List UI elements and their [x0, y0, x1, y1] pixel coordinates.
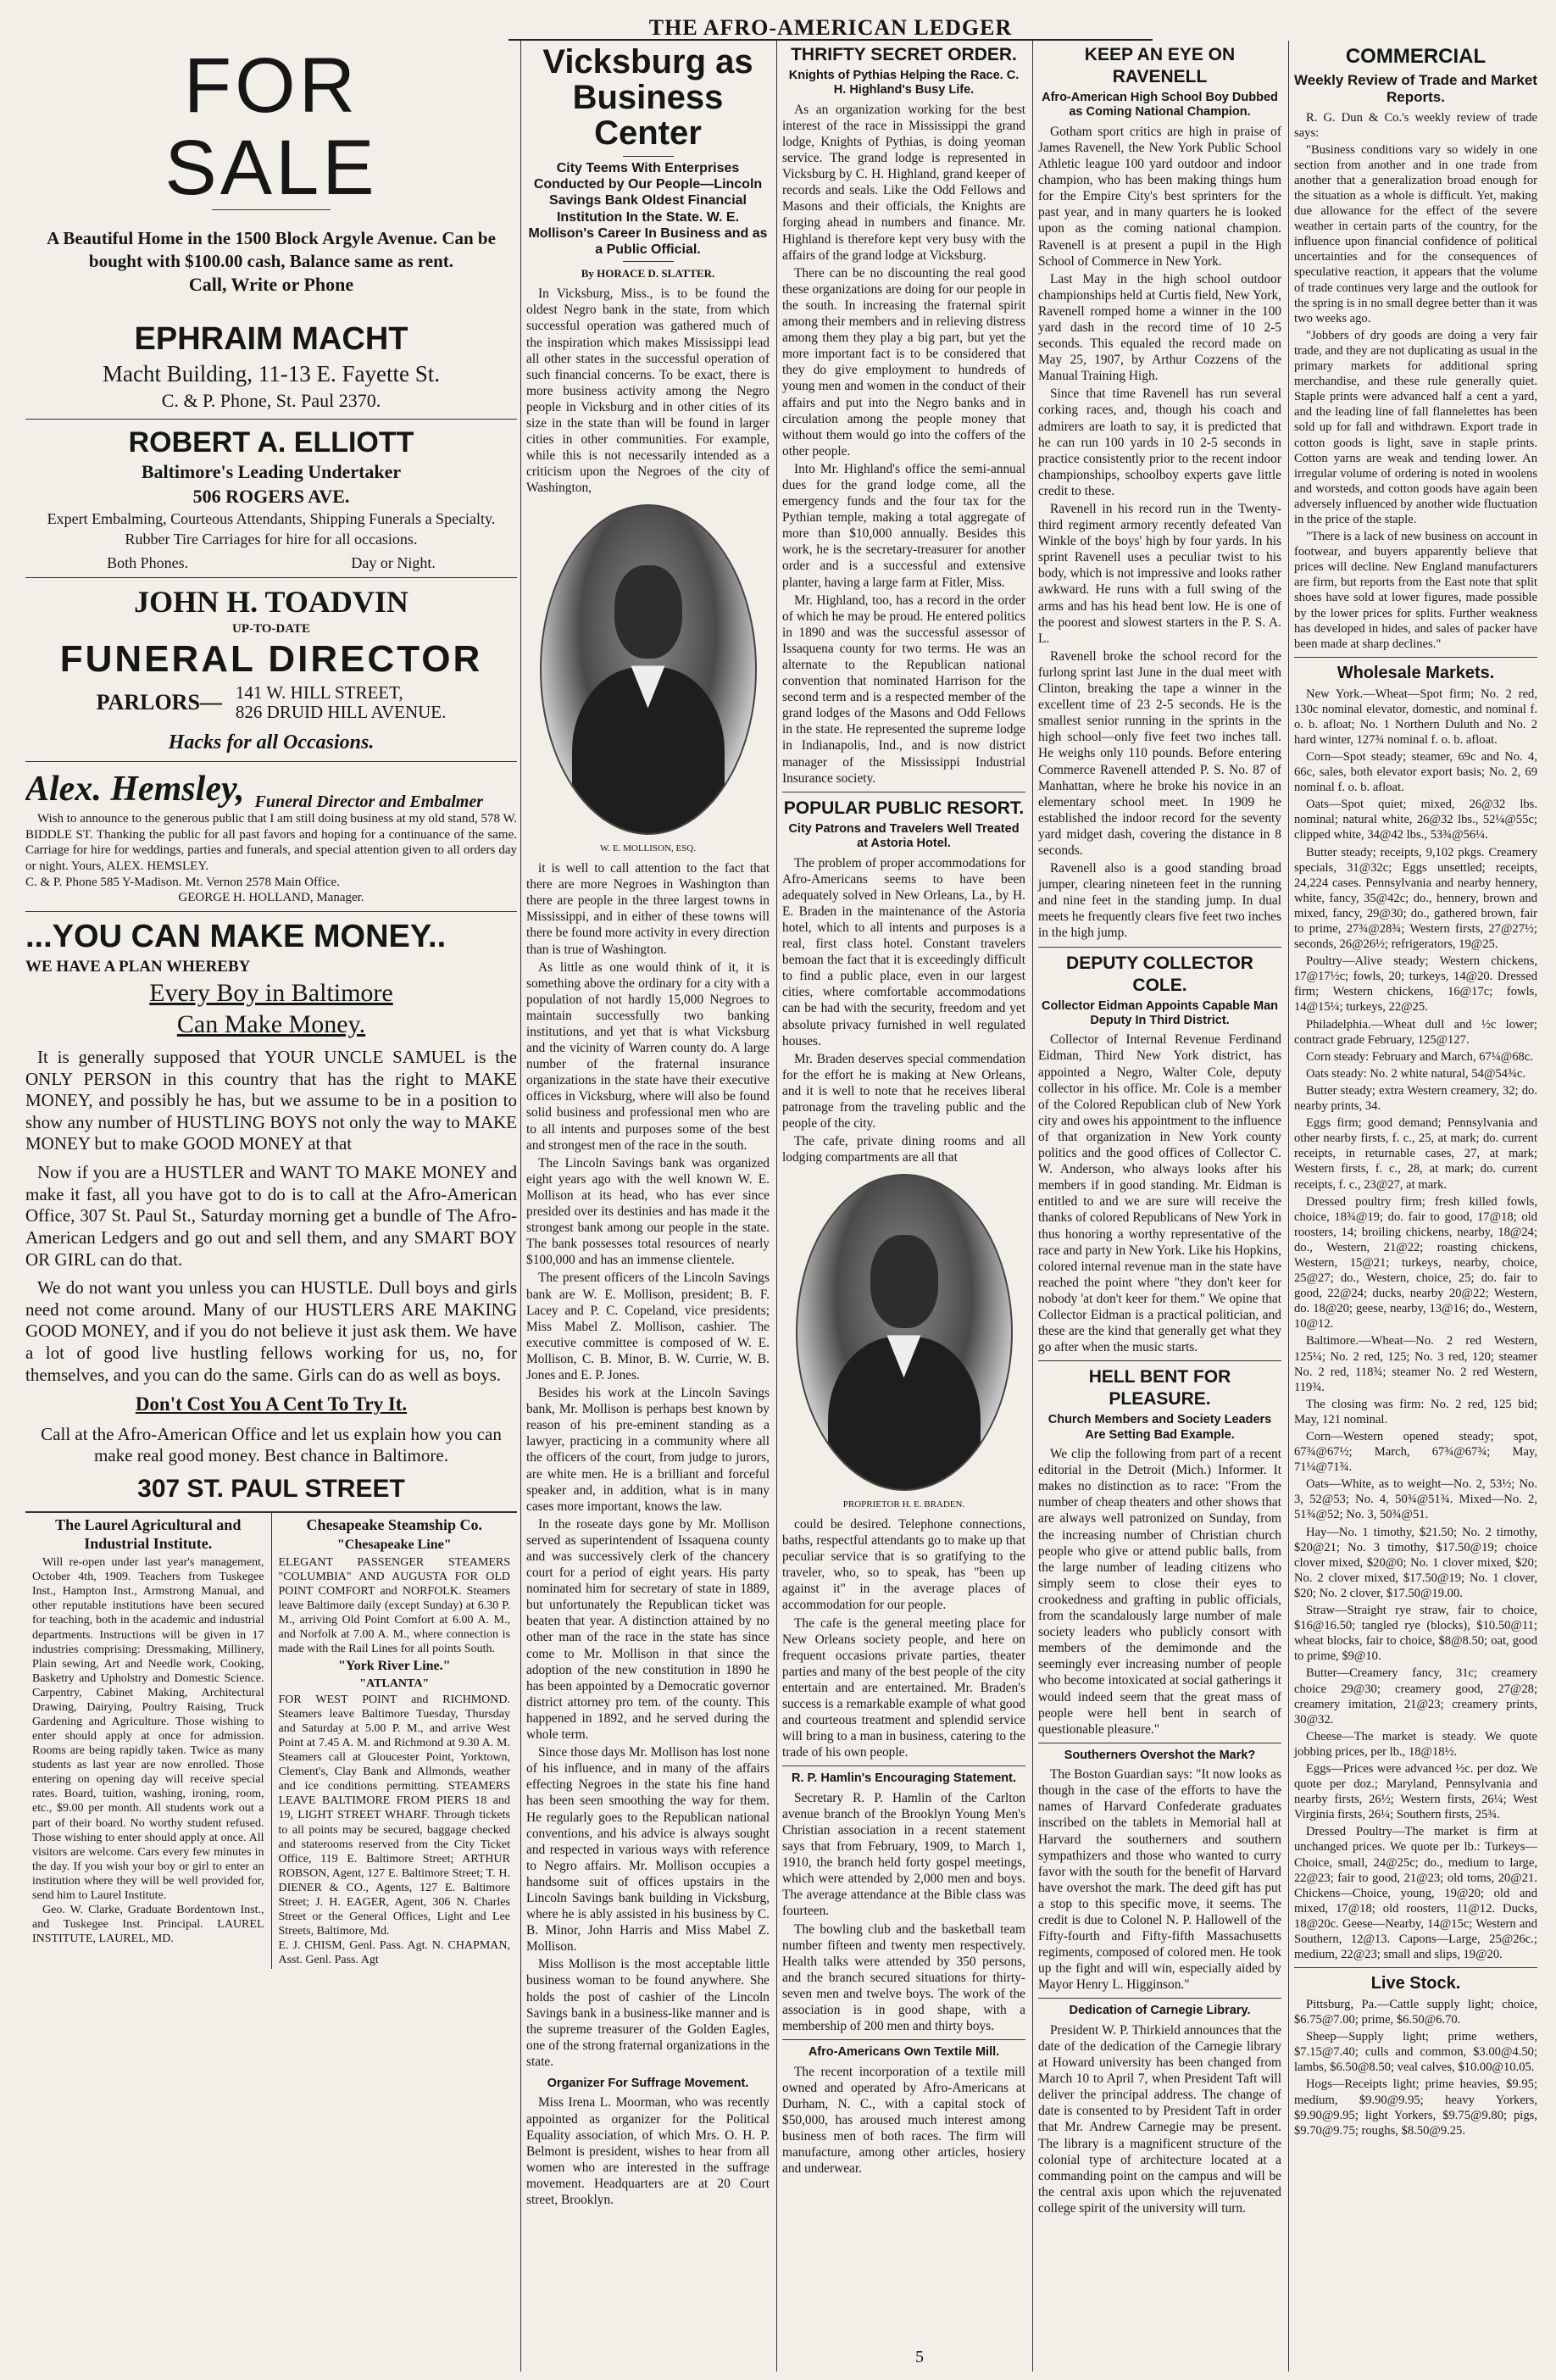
article-paragraph: Into Mr. Highland's office the semi-annual dues for the grand lodge come, all the emergency funds and the four tax for the Pythian temple, making a total aggregate of more than $10,000 annually. Besides this work, he is the secretary-treasurer for another order and is a successful and extensive planter, having a large farm at Fitler, Miss. — [782, 461, 1025, 590]
forsale-title-2: SALE — [164, 125, 378, 212]
vicksburg-paragraph: The Lincoln Savings bank was organized eight years ago with the well known W. E. Mollison at its head, who has ever since presided over its destinies and has made it the strongest bank among our people in the state. The bank possesses total resources of nearly $100,000 and has an immense clientele. — [526, 1155, 770, 1268]
article-paragraph: The cafe, private dining rooms and all lodging compartments are all that — [782, 1134, 1025, 1165]
york-river-ship: "ATLANTA" — [359, 1677, 430, 1690]
money-can: Can Make Money. — [176, 1009, 366, 1038]
article-paragraph: President W. P. Thirkield announces that the date of the dedication of the Carnegie library at Howard university has been changed from March 10 to April 7, when President Taft will deliver the principal address. The change of date is consented to by President Taft in order that Mr. Andrew Carnegie may be present. The library is a magnificent structure of the colonial type of architecture located at a commanding point on the campus and will be the central axis upon which the rejuvenated college spirit of the university will turn. — [1038, 2022, 1281, 2216]
article-paragraph: could be desired. Telephone connections, baths, respectful attendants go to make up that peculiar service that is so gratifying to the traveler, who, so to speak, has "been up against it" in the average places of accommodation for our people. — [782, 1516, 1025, 1613]
deputy-collector-heading: DEPUTY COLLECTOR COLE. — [1066, 953, 1253, 995]
money-address: 307 ST. PAUL STREET — [137, 1475, 405, 1504]
masthead: THE AFRO-AMERICAN LEDGER — [508, 15, 1153, 41]
pleasure-heading: HELL BENT FOR PLEASURE. — [1088, 1367, 1231, 1410]
chesapeake-steamship-ad — [271, 1513, 518, 1969]
market-paragraph: Oats—White, as to weight—No. 2, 53½; No. 3, 52@53; No. 4, 50¾@51¾. Mixed—No. 2, 51¾@52; No. 3, 50¾@51. — [1294, 1477, 1537, 1522]
money-paragraph-1: It is generally supposed that YOUR UNCLE SAMUEL is the ONLY PERSON in this country that has the right to MAKE MONEY, and possibly he has, but we assume to be in a position to show any number of HUSTLING BOYS not only the way to MAKE MONEY but to make GOOD MONEY at that — [25, 1047, 517, 1154]
hemsley-title: Funeral Director and Embalmer — [254, 792, 484, 811]
hemsley-manager: GEORGE H. HOLLAND, Manager. — [178, 891, 364, 905]
article-paragraph: The cafe is the general meeting place for New Orleans society people, and here on frequent occasions private parties, theater parties and many of the best people of the city entertain and are entertained. Mr. Braden's success is a remarkable example of what good and courteous treatment and splendid service will bring to a man in business, catering to the trade of his own people. — [782, 1615, 1025, 1760]
vicksburg-title: Vicksburg as Business Center — [542, 43, 753, 152]
vicksburg-paragraph: In the roseate days gone by Mr. Mollison served as superintendent of Issaquena county and was successively clerk of the chancery court for a period of eight years. His party nominated him for secretary of state in 1889, but unfortunately the Republican ticket was beaten that year. A distinction attained by no other man of the race in the state has since come to Mr. Mollison in that since the adoption of the new constitution in 1890 he has been appointed by a Democratic governor district attorney pro tem. of the county. This happened in 1892, and he served during the whole term. — [526, 1516, 770, 1743]
resort-subheading: City Patrons and Travelers Well Treated at Astoria Hotel. — [788, 821, 1020, 851]
page-number: 5 — [915, 2348, 924, 2366]
market-paragraph: Corn steady: February and March, 67¼@68c. — [1306, 1049, 1533, 1064]
laurel-institute-ad — [25, 1513, 271, 1969]
ravenell-heading: KEEP AN EYE ON RAVENELL — [1084, 45, 1236, 87]
vicksburg-paragraph: it is well to call attention to the fact that there are more Negroes in Washington than there are people in the three largest towns in Mississippi, and in either of these towns will there be found more activity in every direction than is true of Washington. — [526, 861, 770, 957]
vicksburg-deck: City Teems With Enterprises Conducted by Our People—Lincoln Savings Bank Oldest Financial Institution In the State. W. E. Mollison's Career In Business and as a Public Official. — [528, 161, 768, 257]
toadvin-address-2: 826 DRUID HILL AVENUE. — [235, 701, 447, 722]
article-paragraph: Gotham sport critics are high in praise of James Ravenell, the New York Public School Athletic league 100 yard outdoor and indoor champion, who has been making things hum for the Empire City's best sprinters for the past year, and in many quarters he is looked upon as the coming national champion. Ravenell is at present a pupil in the High School of Commerce in New York. — [1038, 124, 1281, 269]
braden-portrait — [796, 1174, 1013, 1491]
market-paragraph: New York.—Wheat—Spot firm; No. 2 red, 130c nominal elevator, domestic, and nominal f. o. b. afloat; No. 1 Northern Duluth and No. 2 hard winter, 127¾ nominal f. o. b. afloat. — [1294, 687, 1537, 747]
market-paragraph: Oats steady: No. 2 white natural, 54@54¾c. — [1306, 1066, 1526, 1081]
york-river-title: "York River Line." — [337, 1659, 451, 1674]
chesapeake-body: ELEGANT PASSENGER STEAMERS "COLUMBIA" AND AUGUSTA FOR OLD POINT COMFORT and NORFOLK. Steamers leave Baltimore daily (except Sunday) at 6.30 P. M., arriving Old Point Comfort at 6.00 A. M., and Norfolk at 7.00 A. M., where connection is made with the Rail Lines for all points South. — [278, 1555, 510, 1656]
resort-heading: POPULAR PUBLIC RESORT. — [783, 798, 1025, 818]
macht-name: EPHRAIM MACHT — [134, 320, 408, 357]
market-paragraph: Hay—No. 1 timothy, $21.50; No. 2 timothy, $20@21; No. 3 timothy, $17.50@19; choice clover mixed, $20@0; No. 1 clover mixed, $20; No. 2 clover mixed, $17.50@19; No. 1 clover, $20; No. 2 clover, $17.50@19.00. — [1294, 1525, 1537, 1600]
forsale-body: A Beautiful Home in the 1500 Block Argyle Avenue. Can be bought with $100.00 cash, Balance same as rent. — [47, 227, 496, 272]
elliott-body: Expert Embalming, Courteous Attendants, Shipping Funerals a Specialty. Rubber Tire Carriages for hire for all occasions. — [47, 510, 496, 548]
article-paragraph: The Boston Guardian says: "It now looks as though in the case of the efforts to have the names of Harvard Confederate graduates inscribed on the tablets in Memorial hall at Harvard the southerners and southern sympathizers and those who wanted to curry favor with the south for the benefit of Harvard have overshot the mark. The deed gift has put a stop to this specific move, it seems. The credit is due to Colonel N. P. Hallowell of the Fifty-fourth and Fifty-fifth Massachusetts regiments, composed of colored men. He took up the fight and will win, especially aided by Mayor Henry L. Higginson." — [1038, 1767, 1281, 1993]
wholesale-heading: Wholesale Markets. — [1336, 663, 1495, 682]
money-paragraph-3: We do not want you unless you can HUSTLE. Dull boys and girls need not come around. Many of our HUSTLERS ARE MAKING GOOD MONEY, and if you do not believe it just ask them. We have a lot of good live hustling fellows working for us, no, for themselves, and you can do the same. Girls can do as well as boys. — [25, 1277, 517, 1385]
market-paragraph: Eggs firm; good demand; Pennsylvania and other nearby firsts, f. c., 25, at mark; do. current receipts, in returnable cases, 27, at mark; Western firsts, f. c., 28, at mark; do. current receipts, f. c., 23@27, at mark. — [1294, 1116, 1537, 1192]
article-paragraph: Mr. Braden deserves special commendation for the effort he is making at New Orleans, and it is well to note that he receives liberal patronage from the traveling public and the people of the city. — [782, 1051, 1025, 1132]
vicksburg-paragraph: Miss Mollison is the most acceptable little business woman to be found anywhere. She holds the post of cashier of the Lincoln Savings bank in a business-like manner and is the supreme treasurer of the Golden Eagles, one of the strong fraternal organizations in the state. — [526, 1957, 770, 2069]
market-paragraph: Cheese—The market is steady. We quote jobbing prices, per lb., 18@18½. — [1294, 1729, 1537, 1759]
article-paragraph: There can be no discounting the real good these organizations are doing for our people in the south. In increasing the fraternal spirit among their members and in relieving distress among them they play a big part, but yet the more important fact is to be considered that they do give employment to hundreds of young men and women in the conduct of their affairs and put into the Negro banks and in circulation among the people money that without them would go into the coffers of the other people. — [782, 265, 1025, 459]
hamlin-heading: R. P. Hamlin's Encouraging Statement. — [791, 1771, 1017, 1786]
elliott-tagline: Baltimore's Leading Undertaker — [141, 460, 402, 482]
article-paragraph: As an organization working for the best interest of the race in Mississippi the grand lodge, Knights of Pythias, is doing yeoman service. The grand lodge is represented in Vicksburg by C. H. Highland, grand keeper of records and seals. Like the Odd Fellows and Masons and their officials, the Knights are forging ahead in numbers and finance. Mr. Highland is therefore kept very busy with the affairs of the grand lodge at Vicksburg. — [782, 102, 1025, 263]
live-stock-heading: Live Stock. — [1370, 1974, 1461, 1994]
news-column-3 — [776, 41, 1031, 2372]
vicksburg-paragraph: As little as one would think of it, it is something above the ordinary for a city with a population of not hardly 15,000 Negroes to maintain successfully two banking institutions, and yet that is what Vicksburg and the vicinity of Warren county do. A large number of the fraternal insurance organizations in the state have their executive offices in Vicksburg, where will also be found solid business and professional men who are to all intents and purposes some of the best and strongest men of the race in the south. — [526, 959, 770, 1153]
elliott-address: 506 ROGERS AVE. — [192, 485, 350, 507]
elliott-phones: Both Phones. — [107, 553, 189, 571]
money-every: Every Boy in Baltimore — [149, 978, 393, 1007]
money-cost: Don't Cost You A Cent To Try It. — [135, 1393, 408, 1415]
market-paragraph: Corn—Western opened steady; spot, 67¾@67½; March, 67¾@67¾; May, 71¼@71¾. — [1294, 1430, 1537, 1475]
laurel-title: The Laurel Agricultural and Industrial Institute. — [55, 1516, 242, 1553]
article-paragraph: Ravenell also is a good standing broad jumper, clearing nineteen feet in the running and nine feet in the standing jump. In dual meets he frequently clears five feet two inches in the high jump. — [1038, 861, 1281, 941]
vicksburg-paragraph: The present officers of the Lincoln Savings bank are W. E. Mollison, president; B. F. Lacey and P. C. Copeland, vice presidents; Miss Mabel Z. Mollison, cashier. The executive committee is composed of W. E. Mollison, C. B. Minor, B. W. Currie, W. B. Jones and E. P. Jones. — [526, 1271, 770, 1382]
market-paragraph: Butter steady; extra Western creamery, 32; do. nearby prints, 34. — [1294, 1083, 1537, 1114]
article-paragraph: Secretary R. P. Hamlin of the Carlton avenue branch of the Brooklyn Young Men's Christian association in a recent statement says that from February, 1909, to March 1, 1910, the branch held forty gospel meetings, which were attended by 2,000 men and boys. The average attendance at the Bible class was fourteen. — [782, 1790, 1025, 1919]
forsale-title-1: FOR — [183, 42, 359, 129]
article-paragraph: The bowling club and the basketball team number fifteen and twenty men respectively. Health talks were attended by 350 persons, and the branch secured situations for thirty-seven men and twelve boys. The work of the association is in good shape, with a membership of 200 men and thirty boys. — [782, 1921, 1025, 2034]
thrifty-order-heading: THRIFTY SECRET ORDER. — [791, 45, 1017, 64]
chesapeake-line: "Chesapeake Line" — [336, 1538, 452, 1553]
hemsley-body: Wish to announce to the generous public that I am still doing business at my old stand, 578 W. BIDDLE ST. Thanking the public for all past favors and hoping for a continuance of the same. Carriage for hire for weddings, parties and funerals, and special attention given to all orders day or night. Yours, ALEX. HEMSLEY. — [25, 811, 517, 874]
market-paragraph: Philadelphia.—Wheat dull and ½c lower; contract grade February, 125@127. — [1294, 1017, 1537, 1047]
mollison-caption: W. E. MOLLISON, ESQ. — [600, 843, 696, 854]
vicksburg-paragraph: Since those days Mr. Mollison has lost none of his influence, and in many of the affairs effecting Negroes in the state his fine hand has been seen smoothing the way for them. He regularly goes to the Republican national conventions, and his advice is always sought and respected in various ways with reference to Negro affairs. Mr. Mollison occupies a handsome suit of offices upstairs in the Lincoln Savings bank building in Vicksburg, where he is ably assisted in his business by C. B. Minor, John Harris and Miss Mabel Z. Mollison. — [526, 1745, 770, 1955]
article-paragraph: Mr. Highland, too, has a record in the order of which he may be proud. He entered politics in 1890 and was the successful assessor of Issaquena county for two terms. He was an alternate to the Republican national convention that nominated Harrison for the second term and is a respected member of the grand lodges of the Masons and Odd Fellows in the state. He represented the supreme lodge in Indianapolis, Ind., and is now district manager of the Mississippi Industrial Insurance society. — [782, 592, 1025, 786]
article-paragraph: Ravenell broke the school record for the furlong sprint last June in the dual meet with Clinton, breaking the tape a winner in the excellent time of 23 2-5 seconds. He is the smallest senior running in the sprints in the high school—only five feet two inches tall. He weighs only 110 pounds. Before entering Commerce Ravenell attended P. S. No. 87 of Manhattan, where he broke his novice in an elementary school meet. In 1909 he established the indoor record for the seventy yard midget dash, covering the distance in 8 seconds. — [1038, 648, 1281, 858]
market-paragraph: "Jobbers of dry goods are doing a very fair trade, and they are not duplicating as usual in the primary markets for additional spring merchandise, and these rule generally quiet. Staple prints were advanced half a cent a yard, and the leading line of fall flannelettes has been sold up for fall and withdrawn. Export trade in cotton goods is light, save in staple prints. Cotton yarns are weak and tending lower. An irregular volume of ordering is noted in woolens and worsteds, and cotton goods have again been adversely influenced by another wide fluctuation in the price of the staple. — [1294, 328, 1537, 526]
textile-mill-heading: Afro-Americans Own Textile Mill. — [808, 2045, 1000, 2060]
market-paragraph: R. G. Dun & Co.'s weekly review of trade says: — [1294, 110, 1537, 140]
commercial-heading: COMMERCIAL — [1345, 45, 1487, 68]
market-paragraph: "There is a lack of new business on account in footwear, and buyers apparently believe that prices will decline. New England manufacturers are firm, but reports from the East note that split shoes have sold at lower figures, made possible by the lower prices for splits. Further weakness has developed in hides, and sales of packer have been made at sharp declines." — [1294, 530, 1537, 651]
market-paragraph: Dressed Poultry—The market is firm at unchanged prices. We quote per lb.: Turkeys—Choice, small, 24@25c; do., medium to large, 22@23; fair to good, 21@23; old toms, 20@21. Chickens—Choice, young, 19@20; old and mixed, 17@18; old roosters, 11@12. Ducks, 18@20c. Geese—Nearby, 14@15c; Western and Southern, 12@13. Capons—Large, 25@26c.; medium, 22@23; small and slips, 19@20. — [1294, 1825, 1537, 1962]
deputy-collector-subheading: Collector Eidman Appoints Capable Man Deputy In Third District. — [1041, 998, 1279, 1027]
braden-caption: PROPRIETOR H. E. BRADEN. — [842, 1499, 965, 1510]
hemsley-name: Alex. Hemsley, — [25, 769, 245, 809]
market-paragraph: Pittsburg, Pa.—Cattle supply light; choice, $6.75@7.00; prime, $6.50@6.70. — [1294, 1998, 1537, 2027]
market-paragraph: Oats—Spot quiet; mixed, 26@32 lbs. nominal; natural white, 26@32 lbs., 52¼@55c; clipped white, 34@42 lbs., 53¾@56¼. — [1294, 798, 1537, 842]
toadvin-name: JOHN H. TOADVIN — [134, 585, 408, 620]
southerners-heading: Southerners Overshot the Mark? — [1064, 1748, 1256, 1762]
hemsley-phones: C. & P. Phone 585 Y-Madison. Mt. Vernon 2578 Main Office. — [25, 875, 340, 889]
vicksburg-byline: By HORACE D. SLATTER. — [581, 267, 715, 281]
market-paragraph: The closing was firm: No. 2 red, 125 bid; May, 121 nominal. — [1294, 1397, 1537, 1426]
toadvin-address-1: 141 W. HILL STREET, — [235, 681, 403, 703]
vicksburg-article — [520, 41, 775, 2372]
forsale-call: Call, Write or Phone — [188, 274, 354, 296]
laurel-signature: Geo. W. Clarke, Graduate Bordentown Inst., and Tuskegee Inst. Principal. LAUREL INSTITUTE, LAUREL, MD. — [32, 1904, 264, 1946]
market-paragraph: "Business conditions vary so widely in one section from another and in one trade from another that a generalization broad enough for the situation as a whole is difficult. Yet, making due allowance for the effect of the severe weather in certain parts of the country, for the influence upon financial confidence of political uncertainties and for the consequences of speculative reaction, it appears that the volume of trade continues very large and the outlook for the spring is in no small degree better than it was two weeks ago. — [1294, 142, 1537, 325]
article-paragraph: Last May in the high school outdoor championships held at Curtis field, New York, Ravenell romped home a winner in the 100 yard dash in the record time of 10 2-5 seconds. This equaled the record made on May 25, 1907, by Arthur Cozzens of the Manual Training High. — [1038, 271, 1281, 384]
commercial-column — [1288, 41, 1542, 2372]
advertisement-column — [25, 41, 517, 2372]
chesapeake-title: Chesapeake Steamship Co. — [306, 1516, 483, 1534]
article-paragraph: We clip the following from part of a recent editorial in the Detroit (Mich.) Informer. It makes no distinction as to race: "From the number of cheap theaters and other shows that are always well patronized on Sunday, from the increasing number of Christian church people who give or attend public balls, from the large number of leading citizens who simply seem to close their eyes to crookedness and grafting in public officials, from the scandalously large number of male society leaders who publicly consort with members of the demimonde and the seemingly ever increasing number of people who become intoxicated at social gatherings it would indeed seem that the great mass of people were hell bent in search of questionable pleasure." — [1038, 1447, 1281, 1737]
toadvin-title: FUNERAL DIRECTOR — [59, 638, 483, 681]
thrifty-order-subheading: Knights of Pythias Helping the Race. C. H. Highland's Busy Life. — [788, 69, 1020, 97]
money-plan: WE HAVE A PLAN WHEREBY — [25, 958, 251, 976]
market-paragraph: Dressed poultry firm; fresh killed fowls, choice, 18¾@19; do. fair to good, 17@18; old roosters, 14; broiling chickens, nearby, 18@24; do., Western, 21@22; roasting chickens, Western, 15@21; turkeys, nearby, choice, 25@27; do., Western, choice, 25; do. fair to good, 22@24; ducks, nearby 20@22; Western, do. 18@20; geese, nearby, 13@16; do., Western, 10@12. — [1294, 1194, 1537, 1332]
market-paragraph: Eggs—Prices were advanced ½c. per doz. We quote per doz.; Maryland, Pennsylvania and nearby firsts, 26½; Western firsts, 26¼; West Virginia firsts, 26¼; Southern firsts, 25¾. — [1294, 1761, 1537, 1822]
news-column-4 — [1032, 41, 1286, 2372]
toadvin-tagline: UP-TO-DATE — [232, 621, 310, 636]
ravenell-subheading: Afro-American High School Boy Dubbed as Coming National Champion. — [1042, 91, 1278, 120]
market-paragraph: Hogs—Receipts light; prime heavies, $9.95; medium, $9.90@9.95; heavy Yorkers, $9.90@9.95; light Yorkers, $9.75@9.80; pigs, $9.70@9.75; roughs, $8.50@9.25. — [1294, 2077, 1537, 2138]
money-call: Call at the Afro-American Office and let us explain how you can make real good money. Best chance in Baltimore. — [41, 1423, 502, 1465]
elliott-hours: Day or Night. — [351, 553, 436, 571]
article-paragraph: The problem of proper accommodations for Afro-Americans seems to have been adequately solved in New Orleans, La., by H. E. Braden in the maintenance of the Astoria hotel, which to all intents and purposes is a real, first class hotel. Constant travelers bemoan the fact that it is exceedingly difficult to find a public place, even in our largest cities, where comfortable accommodations can be had with the security, freedom and yet absolute privacy furnished in well regulated houses. — [782, 855, 1025, 1048]
chesapeake-signature: E. J. CHISM, Genl. Pass. Agt. N. CHAPMAN, Asst. Genl. Pass. Agt — [278, 1939, 510, 1967]
suffrage-heading: Organizer For Suffrage Movement. — [547, 2077, 749, 2091]
elliott-name: ROBERT A. ELLIOTT — [128, 425, 414, 459]
york-river-body: FOR WEST POINT and RICHMOND. Steamers leave Baltimore Tuesday, Thursday and Saturday at 5.00 P. M., and arrive West Point at 7.45 A. M. and Richmond at 9.30 A. M. Steamers call at Gloucester Point, Yorktown, Clement's, Clay Bank and Allmonds, weather and ice conditions permitting. STEAMERS LEAVE BALTIMORE FROM PIERS 18 and 19, LIGHT STREET WHARF. Through tickets to all points may be secured, baggage checked and staterooms reserved from the City Ticket Office, 119 E. Baltimore Street; ARTHUR ROBSON, Agent, 127 E. Baltimore Street; T. H. DIENER & CO., Agents, 127 E. Baltimore Street; J. H. EAGER, Agent, 306 N. Charles Street or the General Offices, Light and Lee Streets, Baltimore, Md. — [278, 1693, 510, 1938]
market-paragraph: Corn—Spot steady; steamer, 69c and No. 4, 66c, sales, both elevator export basis; No. 2, 69 nominal f. o. b. afloat. — [1294, 749, 1537, 795]
macht-phone: C. & P. Phone, St. Paul 2370. — [161, 390, 381, 412]
market-paragraph: Butter—Creamery fancy, 31c; creamery choice 29@30; creamery good, 27@28; creamery imitation, 21@23; creamery prints, 30@32. — [1294, 1666, 1537, 1727]
laurel-body: Will re-open under last year's management, October 4th, 1909. Teachers from Tuskegee Inst., Hampton Inst., Armstrong Manual, and other reputable institutions have been secured for teaching, both in the academic and industrial departments. Instructions will be given in 17 industries comprising: Dressmaking, Millinery, Plain sewing, Art and Needle work, Cooking, Basketry and Upholstry and Domestic Science. Carpentry, Cabinet Making, Architectural Drawing, Dairying, Poultry Raising, Truck Gardening and Agriculture. Those wishing to enter should apply at once for admission. Rooms are being rapidly taken. Twice as many students as last year are now enrolled. Those entering on opening day will receive special rates. Board, tuition, washing, ironing, room, etc., $9.00 per month. All students work out a part of their board. No worthy student refused. Those wishing to enter should apply at once. All visitors are welcome. Cars every few minutes in the day. If you wish your boy or girl to enter an institution where they will be well provided for, send him to Laurel Institute. — [32, 1556, 264, 1902]
vicksburg-paragraph: Besides his work at the Lincoln Savings bank, Mr. Mollison is perhaps best known by reason of his pre-eminent standing as a lawyer, practicing in a community where all the officers of the court, from judge to jurors, are white men. He is a brilliant and forceful speaker and, in addition, what is in many cases more important, knows the law. — [526, 1386, 770, 1514]
article-paragraph: The recent incorporation of a textile mill owned and operated by Afro-Americans at Durham, N. C., with a capital stock of $50,000, has aroused much interest among business men of both races. The firm will manufacture, among other articles, hosiery and underwear. — [782, 2064, 1025, 2177]
macht-address: Macht Building, 11-13 E. Fayette St. — [103, 361, 440, 387]
pleasure-subheading: Church Members and Society Leaders Are Setting Bad Example. — [1048, 1413, 1272, 1442]
carnegie-heading: Dedication of Carnegie Library. — [1069, 2004, 1251, 2018]
market-paragraph: Poultry—Alive steady; Western chickens, 17@17½c; fowls, 20; turkeys, 14@20. Dressed firm; Western chickens, 16@17c; fowls, 14@15¼; turkeys, 22@25. — [1294, 954, 1537, 1015]
market-paragraph: Baltimore.—Wheat—No. 2 red Western, 125¼; No. 2 red, 125; No. 3 red, 120; steamer No. 2 red, 118¾; steamer No. 2 red Western, 119¾. — [1294, 1334, 1537, 1394]
market-paragraph: Sheep—Supply light; prime wethers, $7.15@7.40; culls and common, $3.00@4.50; lambs, $6.50@8.50; veal calves, $10.00@10.05. — [1294, 2030, 1537, 2075]
commercial-subheading: Weekly Review of Trade and Market Reports. — [1294, 71, 1537, 106]
market-paragraph: Butter steady; receipts, 9,102 pkgs. Creamery specials, 31@32c; Eggs unsettled; receipts, 24,224 cases. Pennsylvania and nearby hennery, white, fancy, 35@42c; do., hennery, brown and mixed, fancy, 29@30; do., gathered brown, fair to prime, 27¾@28¾; Western firsts, 27@27½; seconds, 26@26½; refrigerators, 19@25. — [1294, 845, 1537, 952]
toadvin-hacks: Hacks for all Occasions. — [168, 731, 375, 753]
mollison-portrait — [540, 504, 757, 835]
article-paragraph: Since that time Ravenell has run several corking races, and, though his coach and admirers are loath to say, it is predicted that he can run 100 yards in 10 2-5 seconds in practice consistently prior to the recent indoor championships, schoolboy experts gave little credit to these. — [1038, 386, 1281, 498]
market-paragraph: Straw—Straight rye straw, fair to choice, $16@16.50; tangled rye (blocks), $10.50@11; wheat blocks, fair to choice, $8@8.50; oat, good to prime, $9@10. — [1294, 1604, 1537, 1664]
vicksburg-paragraph: In Vicksburg, Miss., is to be found the oldest Negro bank in the state, from which successful operation was gathered much of the inspiration which makes Mississippi lead all other states in the successful operation of such financial concerns. To be exact, there is more business activity among the Negro people in Vicksburg and in other cities of its size in the state than will be found in larger cities in other communities. For example, while this is not necessarily intended as a criticism upon the Negroes of the city of Washington, — [526, 286, 770, 496]
money-title: ...YOU CAN MAKE MONEY.. — [25, 918, 447, 954]
article-paragraph: Ravenell in his record run in the Twenty-third regiment armory recently defeated Van Winkle of the boys' high by four yards. In his sprint Ravenell uses a peculiar twist to his body, which is not impressive and looks rather awkward. He runs with a full swing of the arms and has his head bent low. He is one of the poorest and slowest starters in the P. S. A. L. — [1038, 502, 1281, 646]
toadvin-parlors: PARLORS— — [96, 689, 222, 715]
money-paragraph-2: Now if you are a HUSTLER and WANT TO MAKE MONEY and make it fast, all you have got to do is to call at the Afro-American Office, 307 St. Paul St., Saturday morning get a bundle of The Afro-American Ledgers and go out and sell them, and any SMART BOY OR GIRL can do that. — [25, 1162, 517, 1270]
suffrage-paragraph: Miss Irena L. Moorman, who was recently appointed as organizer for the Political Equality association, of which Mrs. O. H. P. Belmont is president, wishes to hear from all women who are interested in the suffrage movement. Headquarters are at 20 Court street, Brooklyn. — [526, 2095, 770, 2207]
article-paragraph: Collector of Internal Revenue Ferdinand Eidman, Third New York district, has appointed a Negro, Walter Cole, deputy collector in his office. Mr. Cole is a member of the Colored Republican club of New York city and owes his appointment to the influence of that organization in New York county politics and the good offices of Collector C. W. Anderson, who always looks after his members if in good standing. Mr. Eidman is entitled to and we are sure will receive the thanks of colored Republicans of New York in thus honoring a worthy representative of the race and party in New York. Like his Hopkins, colored internal revenue man in the state have reached the point where "they don't keer for nobody 'at don't keer for them." We opine that Collector Eidman is a practical politician, and these are the kind that generally get what they go after when the music starts. — [1038, 1032, 1281, 1355]
